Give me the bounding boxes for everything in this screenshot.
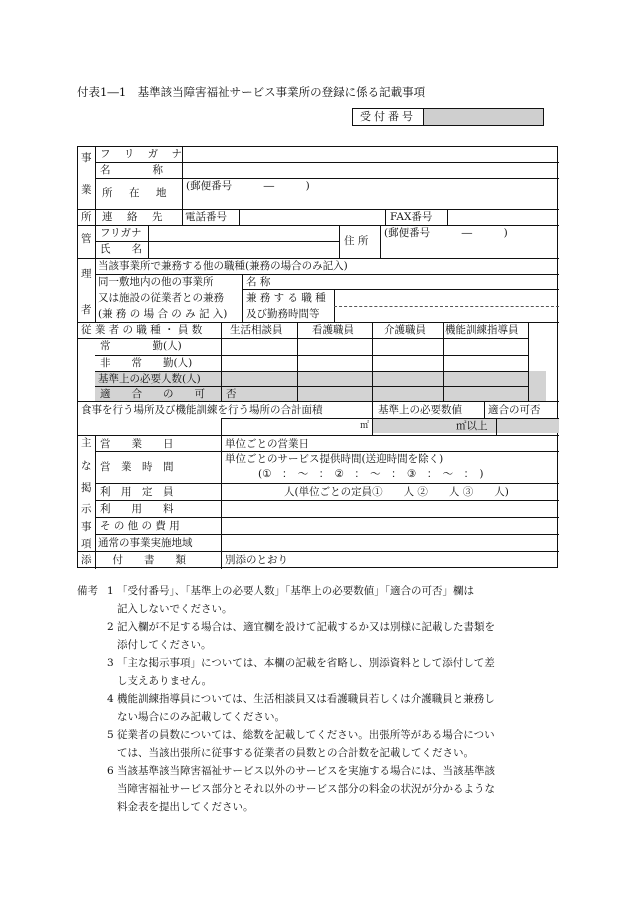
staff-col-care: 介護職員	[384, 324, 426, 336]
notes-heading: 備考	[77, 585, 98, 597]
note-item	[77, 654, 557, 690]
registration-form	[77, 146, 558, 568]
kanrisha-furigana-label: フリガナ	[100, 227, 142, 239]
jigyosho-side-3: 所	[81, 211, 92, 223]
kanrisha-job-label-2: 及び勤務時間等	[246, 308, 320, 320]
note-item	[77, 726, 557, 762]
keiji-hours-value-1: 単位ごとのサービス提供時間(送迎時間を除く)	[225, 453, 444, 465]
jigyosho-phone-label: 電話番号	[185, 211, 227, 223]
jigyosho-fax-label: FAX番号	[390, 211, 433, 223]
jigyosho-contact-label: 連 絡 先	[102, 211, 165, 223]
staff-col-trainer: 機能訓練指導員	[445, 324, 519, 336]
area-fit-label: 適合の可否	[488, 404, 541, 416]
note-line: 「主な掲示事項」については、本欄の記載を省略し、別添資料として添付して差	[117, 657, 495, 669]
note-item	[77, 582, 557, 618]
note-item	[77, 762, 557, 816]
note-line: 記入しないでください。	[117, 603, 233, 615]
kanrisha-job-label-1: 兼 務 す る 職 種	[246, 292, 326, 304]
staff-col-counselor: 生活相談員	[230, 324, 283, 336]
jigyosho-postal: (郵便番号 ― )	[186, 180, 310, 192]
kanrisha-concurrent-label: 当該事業所で兼務する他の職種(兼務の場合のみ記入)	[98, 260, 348, 272]
note-item	[77, 618, 557, 654]
area-unit: ㎡	[360, 421, 370, 431]
note-line: 記入欄が不足する場合は、適宜欄を設けて記載するか又は別様に記載した書類を	[117, 621, 495, 633]
note-line: 当障害福祉サービス部分とそれ以外のサービス部分の料金の状況が分かるような	[117, 783, 495, 795]
jigyosho-name-label: 名 称	[100, 164, 163, 176]
note-number: 5	[107, 729, 114, 741]
keiji-side-1: 主	[81, 437, 92, 449]
keiji-area-label: 通常の事業実施地域	[98, 537, 193, 549]
notes-section	[77, 582, 557, 816]
keiji-fee-label: 利 用 料	[100, 503, 174, 515]
kanrisha-side-2: 理	[81, 268, 92, 280]
keiji-days-label: 営 業 日	[100, 438, 174, 450]
note-number: 2	[107, 621, 114, 633]
note-line: ない場合にのみ記載してください。	[117, 711, 285, 723]
area-need-unit: ㎡以上	[456, 420, 488, 432]
keiji-side-6: 項	[81, 538, 92, 550]
note-line: ては、当該出張所に従事する従業者の員数との合計数を記載してください。	[117, 747, 474, 759]
note-line: 当該基準該当障害福祉サービス以外のサービスを実施する場合には、当該基準該	[117, 765, 495, 777]
note-line: 従業者の員数については、総数を記載してください。出張所等がある場合につい	[117, 729, 495, 741]
keiji-docs-label: 添 付 書 類	[81, 554, 186, 566]
kanrisha-org-name-label: 名 称	[246, 276, 271, 288]
keiji-side-2: な	[81, 460, 92, 472]
note-number: 6	[107, 765, 114, 777]
note-line: 添付してください。	[117, 639, 212, 651]
keiji-side-5: 事	[81, 521, 92, 533]
note-line: 機能訓練指導員については、生活相談員又は看護職員若しくは介護職員と兼務し	[117, 693, 495, 705]
receipt-number-label: 受付番号	[353, 109, 424, 125]
kanrisha-side-3: 者	[81, 304, 92, 316]
staff-row-fit: 適 合 の 可 否	[100, 388, 237, 400]
note-number: 4	[107, 693, 114, 705]
receipt-number-box	[352, 108, 544, 126]
keiji-hours-label: 営 業 時 間	[100, 461, 174, 473]
kanrisha-other-label-3: (兼 務 の 場 合 の み 記 入)	[98, 308, 228, 320]
staff-row-fulltime: 常 勤(人)	[100, 340, 182, 352]
note-line: 料金表を提出してください。	[117, 801, 254, 813]
area-fit-shade	[496, 418, 559, 433]
keiji-side-4: 示	[81, 503, 92, 515]
kanrisha-other-label-1: 同一敷地内の他の事業所	[98, 276, 214, 288]
kanrisha-address-label: 住 所	[344, 235, 369, 247]
area-need-label: 基準上の必要数値	[378, 404, 462, 416]
jigyosho-furigana-label: フ リ ガ ナ	[100, 148, 188, 160]
staff-row-required: 基準上の必要人数(人)	[98, 373, 201, 385]
keiji-capacity-label: 利 用 定 員	[100, 486, 174, 498]
kanrisha-name-label: 氏 名	[100, 243, 142, 255]
area-label: 食事を行う場所及び機能訓練を行う場所の合計面積	[81, 404, 323, 416]
keiji-other-fee-label: そ の 他 の 費 用	[100, 520, 180, 532]
jigyosho-side-2: 業	[81, 184, 92, 196]
kanrisha-side-1: 管	[81, 233, 92, 245]
keiji-capacity-value: 人(単位ごとの定員① 人 ② 人 ③ 人)	[284, 486, 509, 498]
keiji-hours-value-2: (① ： ～ ： ② ： ～ ： ③ ： ～ ： )	[258, 468, 484, 480]
note-line: 「受付番号」、「基準上の必要人数」「基準上の必要数値」「適合の可否」欄は	[117, 585, 474, 597]
receipt-number-field	[424, 109, 543, 125]
jigyosho-address-label: 所 在 地	[102, 187, 170, 199]
kanrisha-postal: (郵便番号 ― )	[384, 227, 508, 239]
keiji-side-3: 掲	[81, 482, 92, 494]
staff-header: 従 業 者 の 職 種 ・ 員 数	[81, 324, 203, 336]
note-line: し支えありません。	[117, 675, 213, 687]
page-title: 付表1―1 基準該当障害福祉サービス事業所の登録に係る記載事項	[77, 85, 426, 99]
staff-row-parttime: 非 常 勤(人)	[100, 357, 193, 369]
kanrisha-other-label-2: 又は施設の従業者との兼務	[98, 292, 224, 304]
staff-col-nurse: 看護職員	[312, 324, 354, 336]
keiji-days-value: 単位ごとの営業日	[225, 438, 309, 450]
note-item	[77, 690, 557, 726]
jigyosho-side-1: 事	[81, 152, 92, 164]
note-number: 3	[107, 657, 114, 669]
note-number: 1	[107, 585, 114, 597]
keiji-docs-value: 別添のとおり	[225, 554, 288, 566]
